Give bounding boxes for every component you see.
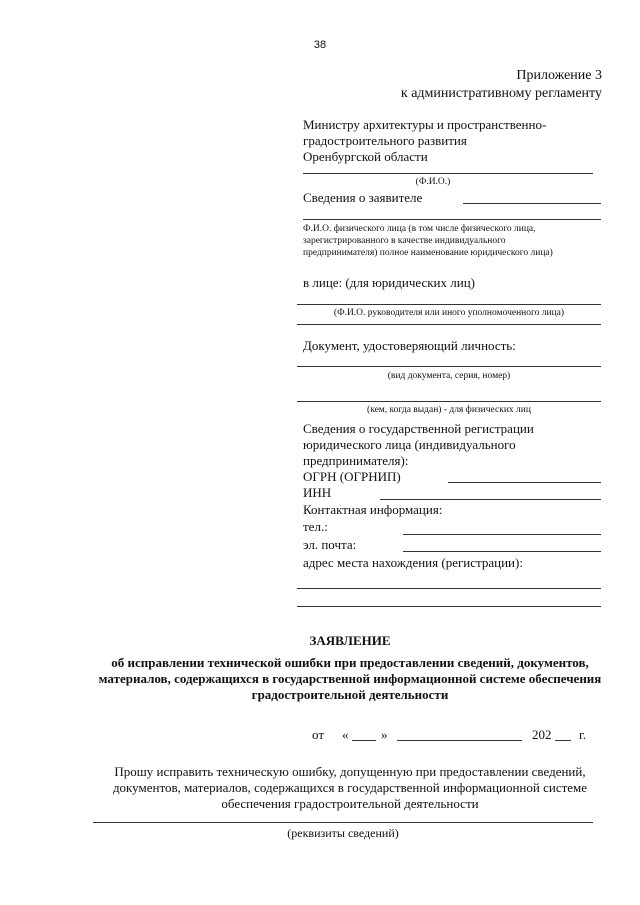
- address-field-1[interactable]: [297, 588, 601, 589]
- contact-label: Контактная информация:: [303, 502, 443, 517]
- registry-line-2: юридического лица (индивидуального: [303, 437, 516, 452]
- body-line-1: Прошу исправить техническую ошибку, допущенную при предоставлении сведений,: [114, 764, 586, 779]
- issued-caption: (кем, когда выдан) - для физических лиц: [367, 405, 531, 415]
- registry-line-1: Сведения о государственной регистрации: [303, 421, 534, 436]
- date-from-label: от: [312, 727, 325, 742]
- applicant-name-line[interactable]: [303, 219, 601, 220]
- addressee-line-3: Оренбургской области: [303, 149, 428, 164]
- addressee-line-2: градостроительного развития: [303, 133, 467, 148]
- details-caption: (реквизиты сведений): [287, 826, 399, 840]
- email-label: эл. почта:: [303, 537, 357, 552]
- inn-label: ИНН: [303, 485, 332, 500]
- id-doc-label: Документ, удостоверяющий личность:: [303, 338, 516, 353]
- address-label: адрес места нахождения (регистрации):: [303, 555, 523, 570]
- representative-underline: [297, 324, 601, 325]
- applicant-name-caption-2: зарегистрированного в качестве индивидуального: [303, 236, 506, 246]
- appendix-title: Приложение 3: [516, 68, 602, 83]
- address-field-2[interactable]: [297, 606, 601, 607]
- date-month-field[interactable]: [397, 740, 522, 741]
- inn-field[interactable]: [380, 499, 601, 500]
- date-year-suffix: г.: [579, 727, 587, 742]
- statement-subtitle-2: материалов, содержащихся в государственной информационной системе обеспечения: [98, 671, 602, 686]
- details-field[interactable]: [93, 822, 593, 823]
- applicant-info-label: Сведения о заявителе: [303, 190, 423, 205]
- id-doc-line[interactable]: [297, 366, 601, 367]
- in-person-label: в лице: (для юридических лиц): [303, 275, 475, 290]
- page-number: 38: [313, 39, 327, 51]
- body-line-2: документов, материалов, содержащихся в государственной информационной системе: [112, 780, 588, 795]
- date-year-field[interactable]: [555, 740, 571, 741]
- date-quote-close: »: [381, 727, 388, 742]
- date-quote-open: «: [342, 727, 349, 742]
- representative-caption: (Ф.И.О. руководителя или иного уполномоченного лица): [333, 308, 565, 318]
- date-year-prefix: 202: [532, 727, 552, 742]
- representative-line[interactable]: [297, 304, 601, 305]
- addressee-fio-line[interactable]: [303, 173, 593, 174]
- applicant-name-caption-3: предпринимателя) полное наименование юридического лица): [303, 248, 553, 258]
- registry-line-3: предпринимателя):: [303, 453, 409, 468]
- phone-field[interactable]: [403, 534, 601, 535]
- appendix-subtitle: к административному регламенту: [400, 86, 602, 101]
- statement-subtitle-1: об исправлении технической ошибки при предоставлении сведений, документов,: [111, 655, 589, 670]
- phone-label: тел.:: [303, 519, 328, 534]
- addressee-fio-caption: (Ф.И.О.): [415, 177, 451, 187]
- email-field[interactable]: [403, 551, 601, 552]
- statement-title: ЗАЯВЛЕНИЕ: [309, 633, 391, 648]
- applicant-info-line[interactable]: [463, 203, 601, 204]
- date-day-field[interactable]: [352, 740, 376, 741]
- addressee-line-1: Министру архитектуры и пространственно-: [303, 117, 547, 132]
- ogrn-label: ОГРН (ОГРНИП): [303, 469, 401, 484]
- id-doc-caption: (вид документа, серия, номер): [387, 371, 511, 381]
- issued-line[interactable]: [297, 401, 601, 402]
- ogrn-field[interactable]: [448, 482, 601, 483]
- applicant-name-caption-1: Ф.И.О. физического лица (в том числе физического лица,: [303, 224, 536, 234]
- body-line-3: обеспечения градостроительной деятельности: [221, 796, 479, 811]
- statement-subtitle-3: градостроительной деятельности: [251, 687, 449, 702]
